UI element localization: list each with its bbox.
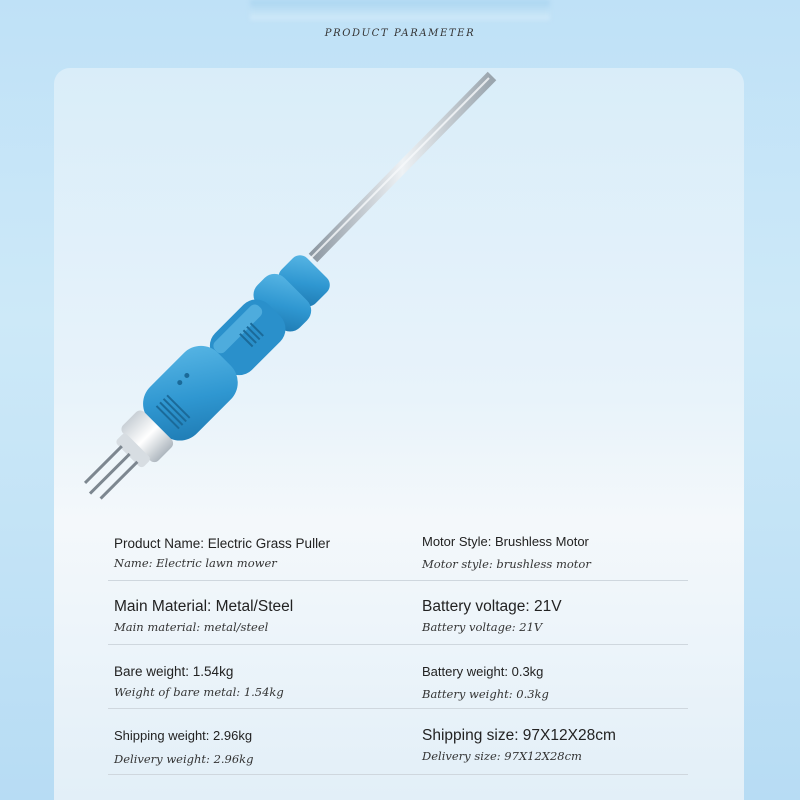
spec-main-label: Shipping weight: 2.96kg	[114, 728, 253, 743]
spec-main-label: Main Material: Metal/Steel	[114, 598, 294, 615]
spec-sub-label: Battery voltage: 21V	[422, 620, 543, 634]
spec-row	[108, 644, 688, 709]
spec-battery-weight	[422, 664, 722, 701]
prong-tips	[82, 446, 137, 501]
spec-sub-label: Motor style: brushless motor	[422, 557, 591, 571]
page-title: PRODUCT PARAMETER	[324, 28, 476, 39]
spec-main-label: Motor Style: Brushless Motor	[422, 534, 589, 549]
spec-main-label: Shipping size: 97X12X28cm	[422, 727, 616, 744]
steel-rod	[310, 76, 492, 259]
spec-sub-label: Battery weight: 0.3kg	[422, 687, 549, 701]
spec-product-name	[114, 536, 414, 570]
spec-sub-label: Weight of bare metal: 1.54kg	[114, 685, 284, 699]
spec-battery-voltage	[422, 598, 722, 634]
spec-main-label: Battery weight: 0.3kg	[422, 664, 544, 679]
spec-main-label: Battery voltage: 21V	[422, 598, 562, 615]
spec-main-material	[114, 598, 414, 634]
spec-bare-weight	[114, 664, 414, 699]
spec-motor-style	[422, 534, 722, 571]
spec-shipping-size	[422, 727, 722, 763]
spec-main-label: Bare weight: 1.54kg	[114, 664, 234, 679]
spec-sub-label: Main material: metal/steel	[114, 620, 269, 634]
spec-row	[108, 520, 688, 581]
blue-handle	[67, 244, 340, 517]
spec-row	[108, 708, 688, 775]
spec-sub-label: Name: Electric lawn mower	[114, 556, 277, 570]
spec-row	[108, 580, 688, 645]
spec-main-label: Product Name: Electric Grass Puller	[114, 536, 331, 551]
spec-sub-label: Delivery size: 97X12X28cm	[422, 749, 582, 763]
spec-shipping-weight	[114, 728, 414, 766]
spec-sub-label: Delivery weight: 2.96kg	[114, 752, 254, 766]
